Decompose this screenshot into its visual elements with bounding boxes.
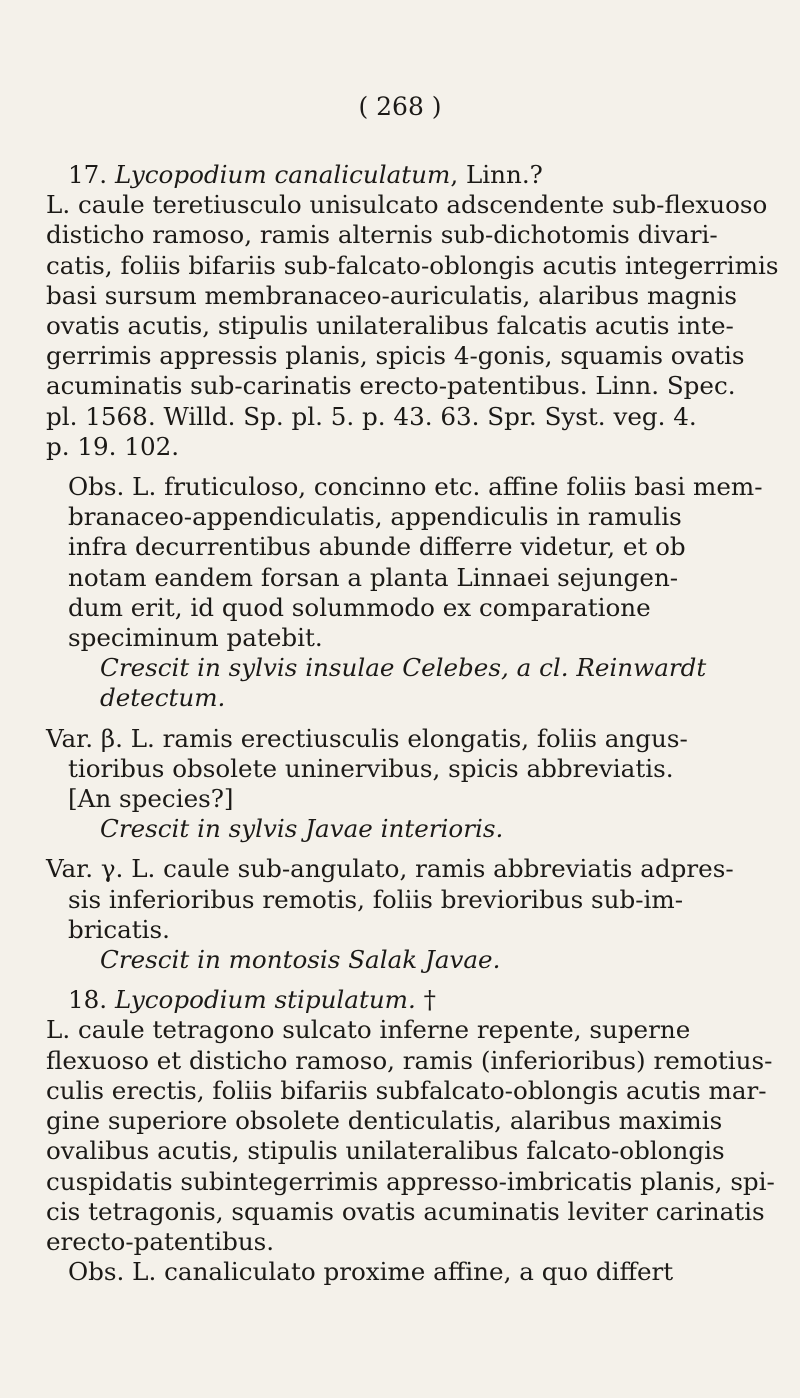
text-line: flexuoso et disticho ramoso, ramis (inferioribus) remotius- (46, 1045, 773, 1075)
text-line: pl. 1568. Willd. Sp. pl. 5. p. 43. 63. Spr. Syst. veg. 4. (46, 401, 697, 431)
text-line: culis erectis, foliis bifariis subfalcato-oblongis acutis mar- (46, 1075, 767, 1105)
text-line: basi sursum membranaceo-auriculatis, alaribus magnis (46, 280, 737, 310)
text-line: infra decurrentibus abunde differre videtur, et ob (68, 532, 686, 562)
text-line: disticho ramoso, ramis alternis sub-dichotomis divari- (46, 220, 718, 250)
entry-number: 18. (68, 985, 108, 1015)
text-line: dum erit, id quod solummodo ex comparatione (68, 592, 651, 622)
text-line: bricatis. (68, 914, 170, 944)
entry-17-description (46, 190, 779, 462)
variety-gamma (46, 854, 758, 945)
text-line: Var. γ. L. caule sub-angulato, ramis abbreviatis adpres- (46, 854, 734, 884)
text-line: sis inferioribus remotis, foliis brevioribus sub-im- (68, 884, 684, 914)
text-line: notam eandem forsan a planta Linnaei sejungen- (68, 562, 679, 592)
text-line: ovalibus acutis, stipulis unilateralibus falcato-oblongis (46, 1136, 725, 1166)
text-line: gerrimis appressis planis, spicis 4-gonis, squamis ovatis (46, 341, 745, 371)
text-line: speciminum patebit. (68, 623, 323, 653)
entry-17-heading (46, 160, 758, 190)
entry-17-habitat (46, 653, 758, 713)
text-line: cuspidatis subintegerrimis appresso-imbricatis planis, spi- (46, 1166, 775, 1196)
variety-gamma-habitat: Crescit in montosis Salak Javae. (100, 945, 501, 975)
variety-beta-habitat: Crescit in sylvis Javae interioris. (100, 814, 504, 844)
page-text (46, 160, 779, 1287)
species-name: Lycopodium canaliculatum (114, 160, 451, 189)
text-line: ovatis acutis, stipulis unilateralibus falcatis acutis inte- (46, 311, 734, 341)
variety-beta (46, 724, 758, 815)
entry-18-description (46, 1015, 775, 1257)
species-authority: † (415, 985, 436, 1015)
entry-17-obs (46, 472, 763, 653)
text-line: [An species?] (68, 784, 234, 814)
text-line: acuminatis sub-carinatis erecto-patentibus. Linn. Spec. (46, 371, 736, 401)
text-line: branaceo-appendiculatis, appendiculis in ramulis (68, 502, 682, 532)
text-line: gine superiore obsolete denticulatis, alaribus maximis (46, 1106, 723, 1136)
species-name: Lycopodium stipulatum. (114, 985, 416, 1015)
species-authority: , Linn.? (450, 160, 543, 189)
entry-18-obs (46, 1257, 758, 1287)
text-line: Var. β. L. ramis erectiusculis elongatis, foliis angus- (46, 723, 688, 753)
text-line: tioribus obsolete uninervibus, spicis abbreviatis. (68, 753, 674, 783)
text-line: L. caule tetragono sulcato inferne repente, superne (46, 1015, 691, 1045)
text-line: erecto-patentibus. (46, 1226, 275, 1256)
text-line: detectum. (100, 683, 226, 713)
page-number: ( 268 ) (358, 92, 442, 121)
entry-18-heading (46, 985, 758, 1015)
text-line: p. 19. 102. (46, 431, 180, 461)
text-line: Obs. L. fruticuloso, concinno etc. affine foliis basi mem- (68, 472, 763, 502)
text-line: catis, foliis bifariis sub-falcato-oblongis acutis integerrimis (46, 250, 779, 280)
text-line: cis tetragonis, squamis ovatis acuminatis leviter carinatis (46, 1196, 765, 1226)
text-line: L. caule teretiusculo unisulcato adscendente sub-flexuoso (46, 190, 768, 220)
text-line: Crescit in sylvis insulae Celebes, a cl. Reinwardt (100, 653, 707, 683)
text-line: Obs. L. canaliculato proxime affine, a quo differt (68, 1257, 674, 1287)
entry-number: 17. (68, 160, 108, 189)
